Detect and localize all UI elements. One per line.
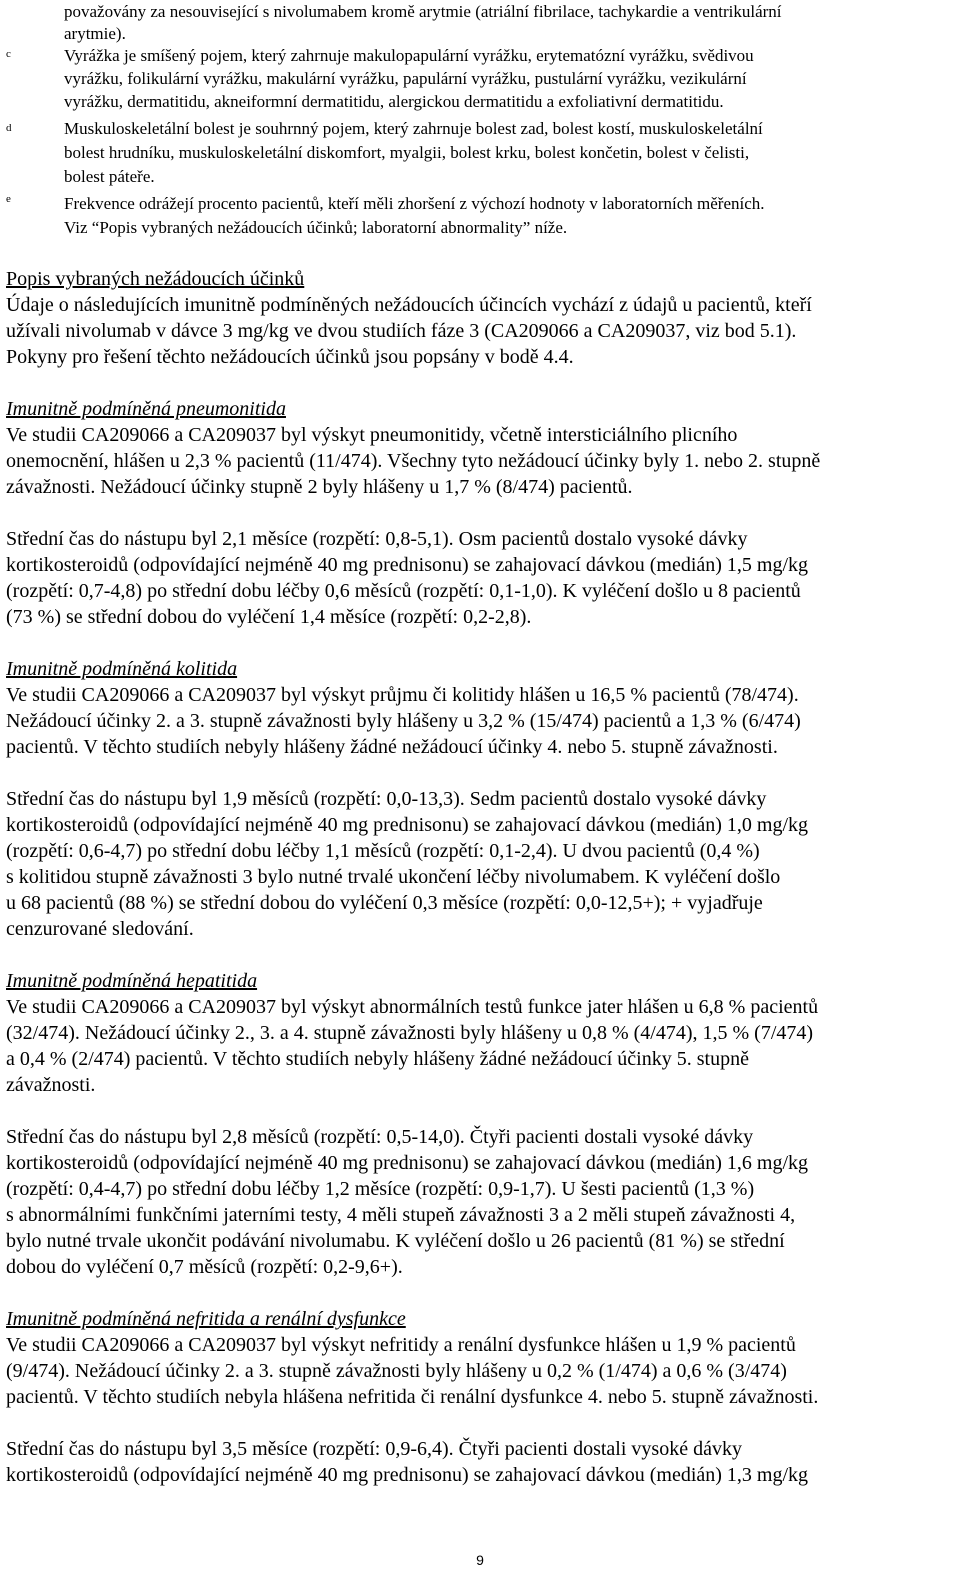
text-line: a 0,4 % (2/474) pacientů. V těchto studiích nebyly hlášeny žádné nežádoucí účinky 5. stupně [6,1048,749,1070]
paragraph [6,786,954,942]
text-line: (rozpětí: 0,7-4,8) po střední dobu léčby 0,6 měsíců (rozpětí: 0,1-1,0). K vyléčení došlo u 8 pacientů [6,580,801,602]
text-line: užívali nivolumab v dávce 3 mg/kg ve dvou studiích fáze 3 (CA209066 a CA209037, viz bod 5.1). [6,320,797,342]
text-line: kortikosteroidů (odpovídající nejméně 40 mg prednisonu) se zahajovací dávkou (medián) 1,3 mg/kg [6,1464,809,1486]
text-line: u 68 pacientů (88 %) se střední dobou do vyléčení 0,3 měsíce (rozpětí: 0,0-12,5+); + vyjadřuje [6,892,763,914]
text-line: závažnosti. [6,1074,96,1096]
footnote-line: Viz “Popis vybraných nežádoucích účinků; laboratorní abnormality” níže. [64,218,568,237]
text-line: kortikosteroidů (odpovídající nejméně 40 mg prednisonu) se zahajovací dávkou (medián) 1,0 mg/kg [6,814,809,836]
text-line: s kolitidou stupně závažnosti 3 bylo nutné trvalé ukončení léčby nivolumabem. K vyléčení došlo [6,866,781,888]
paragraph [6,994,954,1098]
text-line: (32/474). Nežádoucí účinky 2., 3. a 4. stupně závažnosti byly hlášeny u 0,8 % (4/474), 1,5 % (7/474) [6,1022,814,1044]
text-line: (rozpětí: 0,4-4,7) po střední dobu léčby 1,2 měsíce (rozpětí: 0,9-1,7). U šesti pacientů (1,3 %) [6,1178,755,1200]
text-line: pacientů. V těchto studiích nebyla hlášena nefritida či renální dysfunkce 4. nebo 5. stupně závažnosti. [6,1386,819,1408]
text-line: (9/474). Nežádoucí účinky 2. a 3. stupně závažnosti byly hlášeny u 0,2 % (1/474) a 0,6 % (3/474) [6,1360,787,1382]
footnote-line: Frekvence odrážejí procento pacientů, kteří měli zhoršení z výchozí hodnoty v laboratorních měřeních. [64,194,765,213]
text-line: Ve studii CA209066 a CA209037 byl výskyt pneumonitidy, včetně intersticiálního plicního [6,424,738,446]
subsection-title-nephritis: Imunitně podmíněná nefritida a renální dysfunkce [6,1308,406,1330]
text-line: Ve studii CA209066 a CA209037 byl výskyt abnormálních testů funkce jater hlášen u 6,8 % pacientů [6,996,819,1018]
section-title: Popis vybraných nežádoucích účinků [6,268,305,290]
text-line: (73 %) se střední dobou do vyléčení 1,4 měsíce (rozpětí: 0,2-2,8). [6,606,532,628]
text-line: Střední čas do nástupu byl 3,5 měsíce (rozpětí: 0,9-6,4). Čtyři pacienti dostali vysoké dávky [6,1438,742,1460]
subsection-title-hepatitis: Imunitně podmíněná hepatitida [6,970,258,992]
footnote-line: vyrážku, folikulární vyrážku, makulární vyrážku, papulární vyrážku, pustulární vyrážku, vezikulární [64,69,747,88]
footnote-line: bolest hrudníku, muskuloskeletální diskomfort, myalgii, bolest krku, bolest končetin, bolest v čelisti, [64,143,750,162]
footnote-line: Muskuloskeletální bolest je souhrnný pojem, který zahrnuje bolest zad, bolest kostí, muskuloskeletální [64,119,763,138]
text-line: kortikosteroidů (odpovídající nejméně 40 mg prednisonu) se zahajovací dávkou (medián) 1,5 mg/kg [6,554,809,576]
text-line: Údaje o následujících imunitně podmíněných nežádoucích účincích vychází z údajů u pacientů, kteří [6,294,812,316]
footnote-line: Vyrážka je smíšený pojem, který zahrnuje makulopapulární vyrážku, erytematózní vyrážku, svědivou [64,46,754,65]
footnote-continuation-line: považovány za nesouvisející s nivolumabem kromě arytmie (atriální fibrilace, tachykardie a ventrikulární [64,2,782,21]
text-line: závažnosti. Nežádoucí účinky stupně 2 byly hlášeny u 1,7 % (8/474) pacientů. [6,476,633,498]
section-intro [6,292,954,370]
footnote-marker: c [6,48,11,60]
paragraph [6,1436,954,1488]
paragraph [6,682,954,760]
subsection-title-colitis: Imunitně podmíněná kolitida [6,658,238,680]
text-line: Střední čas do nástupu byl 2,8 měsíců (rozpětí: 0,5-14,0). Čtyři pacienti dostali vysoké dávky [6,1126,754,1148]
text-line: kortikosteroidů (odpovídající nejméně 40 mg prednisonu) se zahajovací dávkou (medián) 1,6 mg/kg [6,1152,809,1174]
text-line: onemocnění, hlášen u 2,3 % pacientů (11/474). Všechny tyto nežádoucí účinky byly 1. nebo 2. stupně [6,450,821,472]
paragraph [6,526,954,630]
text-line: Nežádoucí účinky 2. a 3. stupně závažnosti byly hlášeny u 3,2 % (15/474) pacientů a 1,3 % (6/474) [6,710,801,732]
text-line: s abnormálními funkčními jaterními testy, 4 měli stupeň závažnosti 3 a 2 měli stupeň závažnosti 4, [6,1204,796,1226]
paragraph [6,422,954,500]
footnote-continuation-line: arytmie). [64,24,126,43]
main-content [6,266,954,1488]
text-line: Střední čas do nástupu byl 1,9 měsíců (rozpětí: 0,0-13,3). Sedm pacientů dostalo vysoké dávky [6,788,767,810]
text-line: dobou do vyléčení 0,7 měsíců (rozpětí: 0,2-9,6+). [6,1256,403,1278]
footnote-marker: e [6,193,11,205]
text-line: Ve studii CA209066 a CA209037 byl výskyt průjmu či kolitidy hlášen u 16,5 % pacientů (78/474). [6,684,799,706]
paragraph [6,1332,954,1410]
text-line: cenzurované sledování. [6,918,194,940]
text-line: bylo nutné trvale ukončit podávání nivolumabu. K vyléčení došlo u 26 pacientů (81 %) se střední [6,1230,785,1252]
text-line: pacientů. V těchto studiích nebyly hlášeny žádné nežádoucí účinky 4. nebo 5. stupně závažnosti. [6,736,778,758]
text-line: Ve studii CA209066 a CA209037 byl výskyt nefritidy a renální dysfunkce hlášen u 1,9 % pacientů [6,1334,796,1356]
footnote-line: vyrážku, dermatitidu, akneiformní dermatitidu, alergickou dermatitidu a exfoliativní dermatitidu. [64,92,724,111]
text-line: (rozpětí: 0,6-4,7) po střední dobu léčby 1,1 měsíců (rozpětí: 0,1-2,4). U dvou pacientů (0,4 %) [6,840,760,862]
subsection-title-pneumonitis: Imunitně podmíněná pneumonitida [6,398,286,420]
page-number: 9 [476,1552,484,1568]
text-line: Pokyny pro řešení těchto nežádoucích účinků jsou popsány v bodě 4.4. [6,346,574,368]
footnote-marker: d [6,122,12,134]
paragraph [6,1124,954,1280]
footnote-line: bolest páteře. [64,167,155,186]
text-line: Střední čas do nástupu byl 2,1 měsíce (rozpětí: 0,8-5,1). Osm pacientů dostalo vysoké dávky [6,528,748,550]
